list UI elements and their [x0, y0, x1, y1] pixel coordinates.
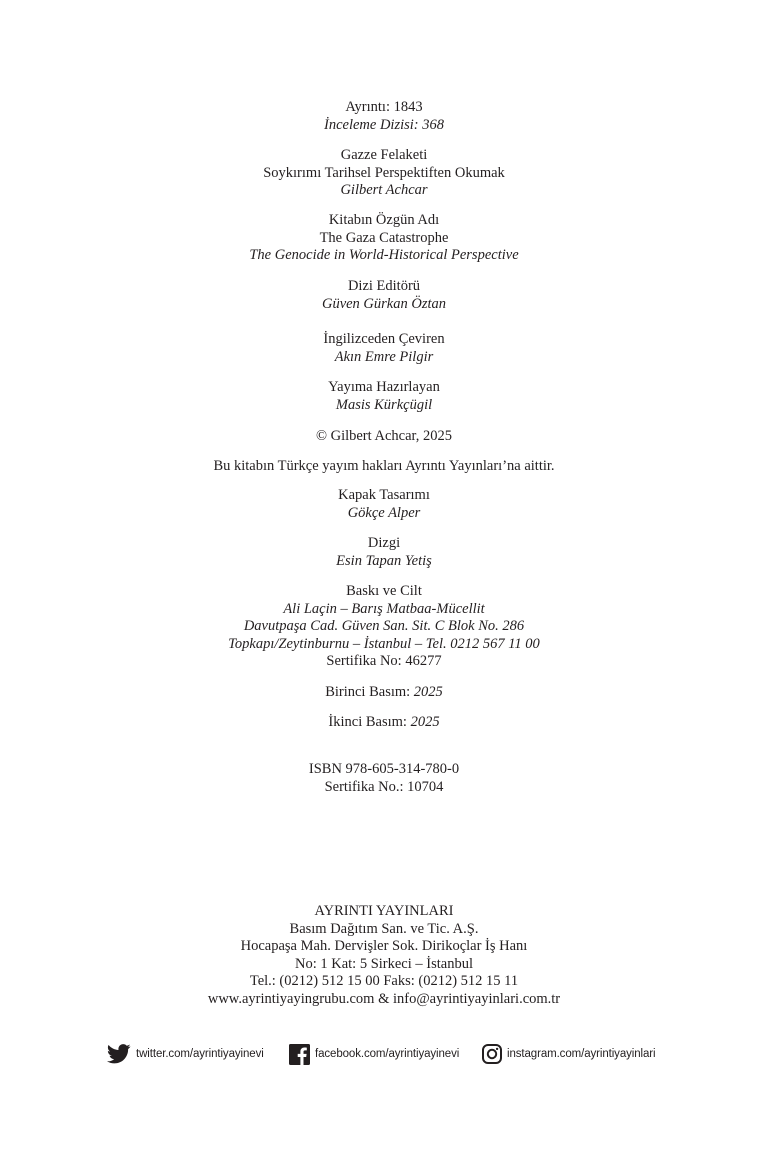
social-links — [0, 1040, 768, 1068]
rights-info — [0, 458, 768, 476]
editor-info — [0, 278, 768, 313]
original-title-label: Kitabın Özgün Adı — [328, 212, 440, 228]
cover-label: Kapak Tasarımı — [338, 487, 430, 503]
copyright-info — [0, 428, 768, 446]
print-company: Ali Laçin – Barış Matbaa-Mücellit — [283, 600, 485, 617]
print-certificate: Sertifika No: 46277 — [326, 653, 442, 669]
social-facebook — [289, 1040, 459, 1068]
editor-label: Dizi Editörü — [347, 278, 421, 294]
series-subnumber: İnceleme Dizisi: 368 — [324, 116, 444, 133]
publisher-name: AYRINTI YAYINLARI — [314, 903, 454, 919]
facebook-icon — [289, 1044, 310, 1065]
copyright: © Gilbert Achcar, 2025 — [315, 428, 453, 444]
translator-label: İngilizceden Çeviren — [323, 331, 445, 347]
facebook-link[interactable]: facebook.com/ayrintiyayinevi — [315, 1048, 460, 1060]
second-edition-label: İkinci Basım: — [328, 714, 407, 730]
publisher-web: www.ayrintiyayingrubu.com & info@ayrintiyayinlari.com.tr — [207, 990, 561, 1007]
print-location: Topkapı/Zeytinburnu – İstanbul – Tel. 0212 567 11 00 — [228, 635, 540, 652]
prepared-info — [0, 379, 768, 414]
publisher-address-1: Hocapaşa Mah. Dervişler Sok. Dirikoçlar İş Hanı — [240, 938, 528, 954]
second-edition-info — [0, 714, 768, 732]
instagram-link[interactable]: instagram.com/ayrintiyayinlari — [507, 1048, 656, 1060]
publisher-company: Basım Dağıtım San. ve Tic. A.Ş. — [289, 920, 479, 937]
instagram-icon — [482, 1044, 502, 1064]
typeset-info — [0, 535, 768, 570]
editor-name: Güven Gürkan Öztan — [321, 295, 447, 312]
cover-info — [0, 487, 768, 522]
twitter-link[interactable]: twitter.com/ayrintiyayinevi — [136, 1048, 264, 1060]
prepared-label: Yayıma Hazırlayan — [328, 379, 440, 395]
social-twitter — [107, 1040, 264, 1068]
original-title-info — [0, 212, 768, 265]
first-edition-year: 2025 — [413, 684, 443, 700]
typeset-name: Esin Tapan Yetiş — [336, 552, 432, 569]
prepared-name: Masis Kürkçügil — [335, 396, 433, 413]
series-info — [0, 99, 768, 134]
isbn-certificate: Sertifika No.: 10704 — [324, 778, 444, 795]
print-address: Davutpaşa Cad. Güven San. Sit. C Blok No. 286 — [243, 618, 525, 634]
print-info — [0, 583, 768, 671]
second-edition-year: 2025 — [410, 714, 440, 730]
book-subtitle: Soykırımı Tarihsel Perspektiften Okumak — [263, 164, 505, 181]
rights-statement: Bu kitabın Türkçe yayım hakları Ayrıntı Yayınları’na aittir. — [213, 458, 555, 474]
book-title: Gazze Felaketi — [340, 147, 428, 163]
series-number: Ayrıntı: 1843 — [345, 99, 423, 115]
book-author: Gilbert Achcar — [340, 182, 428, 198]
first-edition-info — [0, 684, 768, 702]
publisher-phone: Tel.: (0212) 512 15 00 Faks: (0212) 512 15 11 — [249, 973, 519, 989]
translator-name: Akın Emre Pilgir — [334, 348, 434, 365]
translator-info — [0, 331, 768, 366]
original-title: The Gaza Catastrophe — [319, 229, 449, 246]
publisher-address-2: No: 1 Kat: 5 Sirkeci – İstanbul — [294, 955, 473, 972]
original-subtitle: The Genocide in World-Historical Perspective — [249, 247, 519, 263]
isbn-number: ISBN 978-605-314-780-0 — [308, 761, 460, 777]
typeset-label: Dizgi — [367, 535, 401, 551]
social-instagram — [482, 1040, 655, 1068]
book-info — [0, 147, 768, 200]
publisher-info — [0, 903, 768, 1008]
isbn-info — [0, 761, 768, 796]
print-label: Baskı ve Cilt — [346, 583, 422, 599]
cover-name: Gökçe Alper — [347, 504, 421, 521]
twitter-icon — [107, 1044, 131, 1064]
first-edition-label: Birinci Basım: — [325, 684, 411, 700]
